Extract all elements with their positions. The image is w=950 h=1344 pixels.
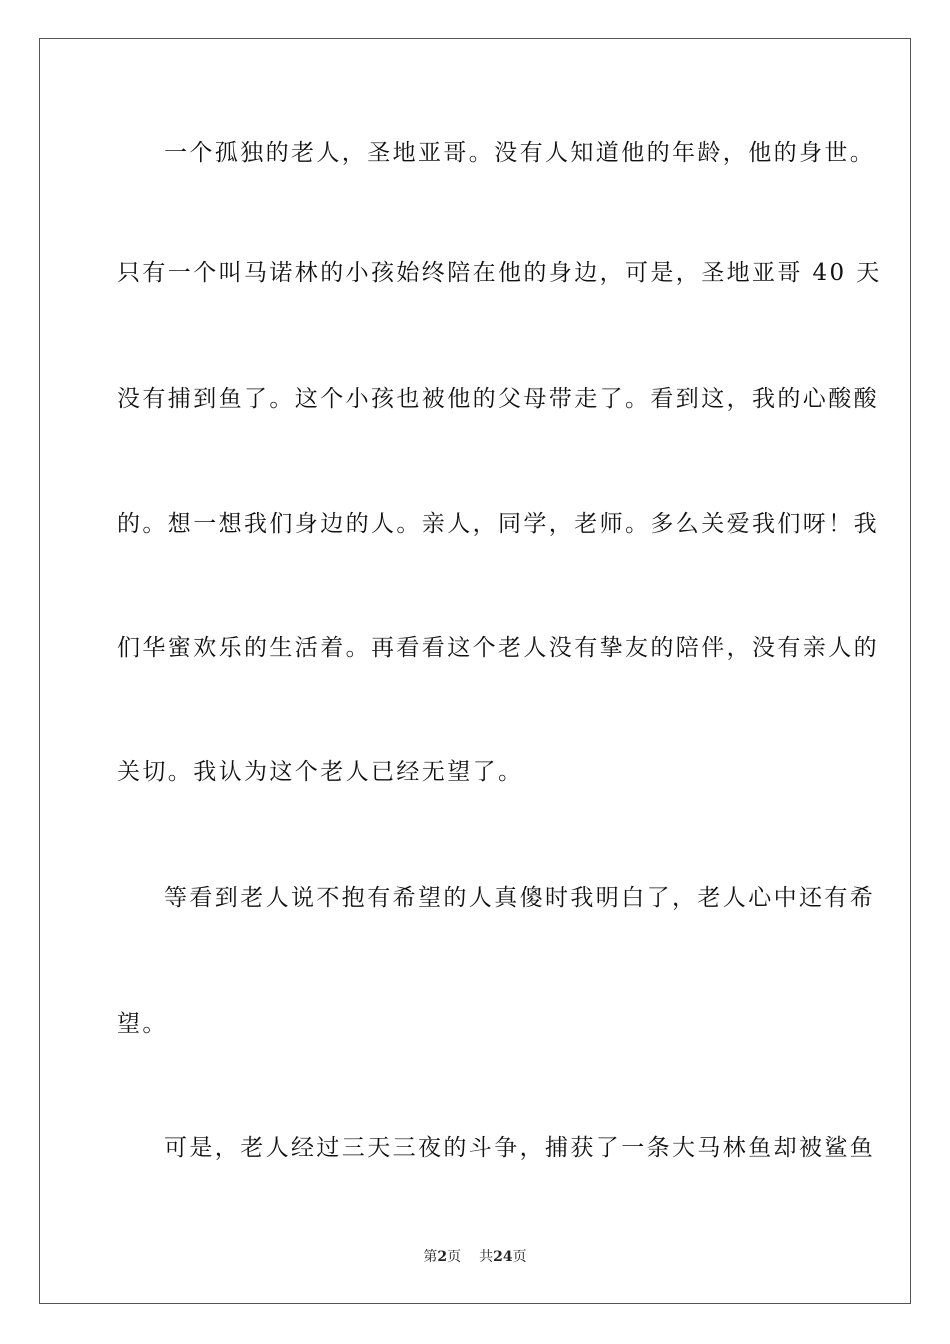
text-line-4: 的。想一想我们身边的人。亲人，同学，老师。多么关爱我们呀！我 [117, 511, 879, 537]
text-line-5: 们华蜜欢乐的生活着。再看看这个老人没有挚友的陪伴，没有亲人的 [117, 635, 879, 661]
page-footer [0, 1248, 950, 1266]
page-border [39, 38, 911, 1304]
text-line-7: 等看到老人说不抱有希望的人真傻时我明白了，老人心中还有希 [164, 885, 876, 911]
page-number: 2 [437, 1249, 448, 1265]
text-line-8: 望。 [117, 1011, 168, 1037]
total-suffix: 页 [512, 1249, 527, 1265]
page-suffix: 页 [447, 1249, 462, 1265]
total-prefix: 共 [479, 1249, 494, 1265]
total-pages: 24 [493, 1249, 513, 1265]
text-line-9: 可是，老人经过三天三夜的斗争，捕获了一条大马林鱼却被鲨鱼 [164, 1135, 876, 1161]
text-line-6: 关切。我认为这个老人已经无望了。 [117, 759, 524, 785]
text-line-2: 只有一个叫马诺林的小孩始终陪在他的身边，可是，圣地亚哥 40 天 [117, 260, 882, 286]
text-line-1: 一个孤独的老人，圣地亚哥。没有人知道他的年龄，他的身世。 [164, 140, 876, 166]
text-line-3: 没有捕到鱼了。这个小孩也被他的父母带走了。看到这，我的心酸酸 [117, 386, 879, 412]
page-prefix: 第 [423, 1249, 438, 1265]
